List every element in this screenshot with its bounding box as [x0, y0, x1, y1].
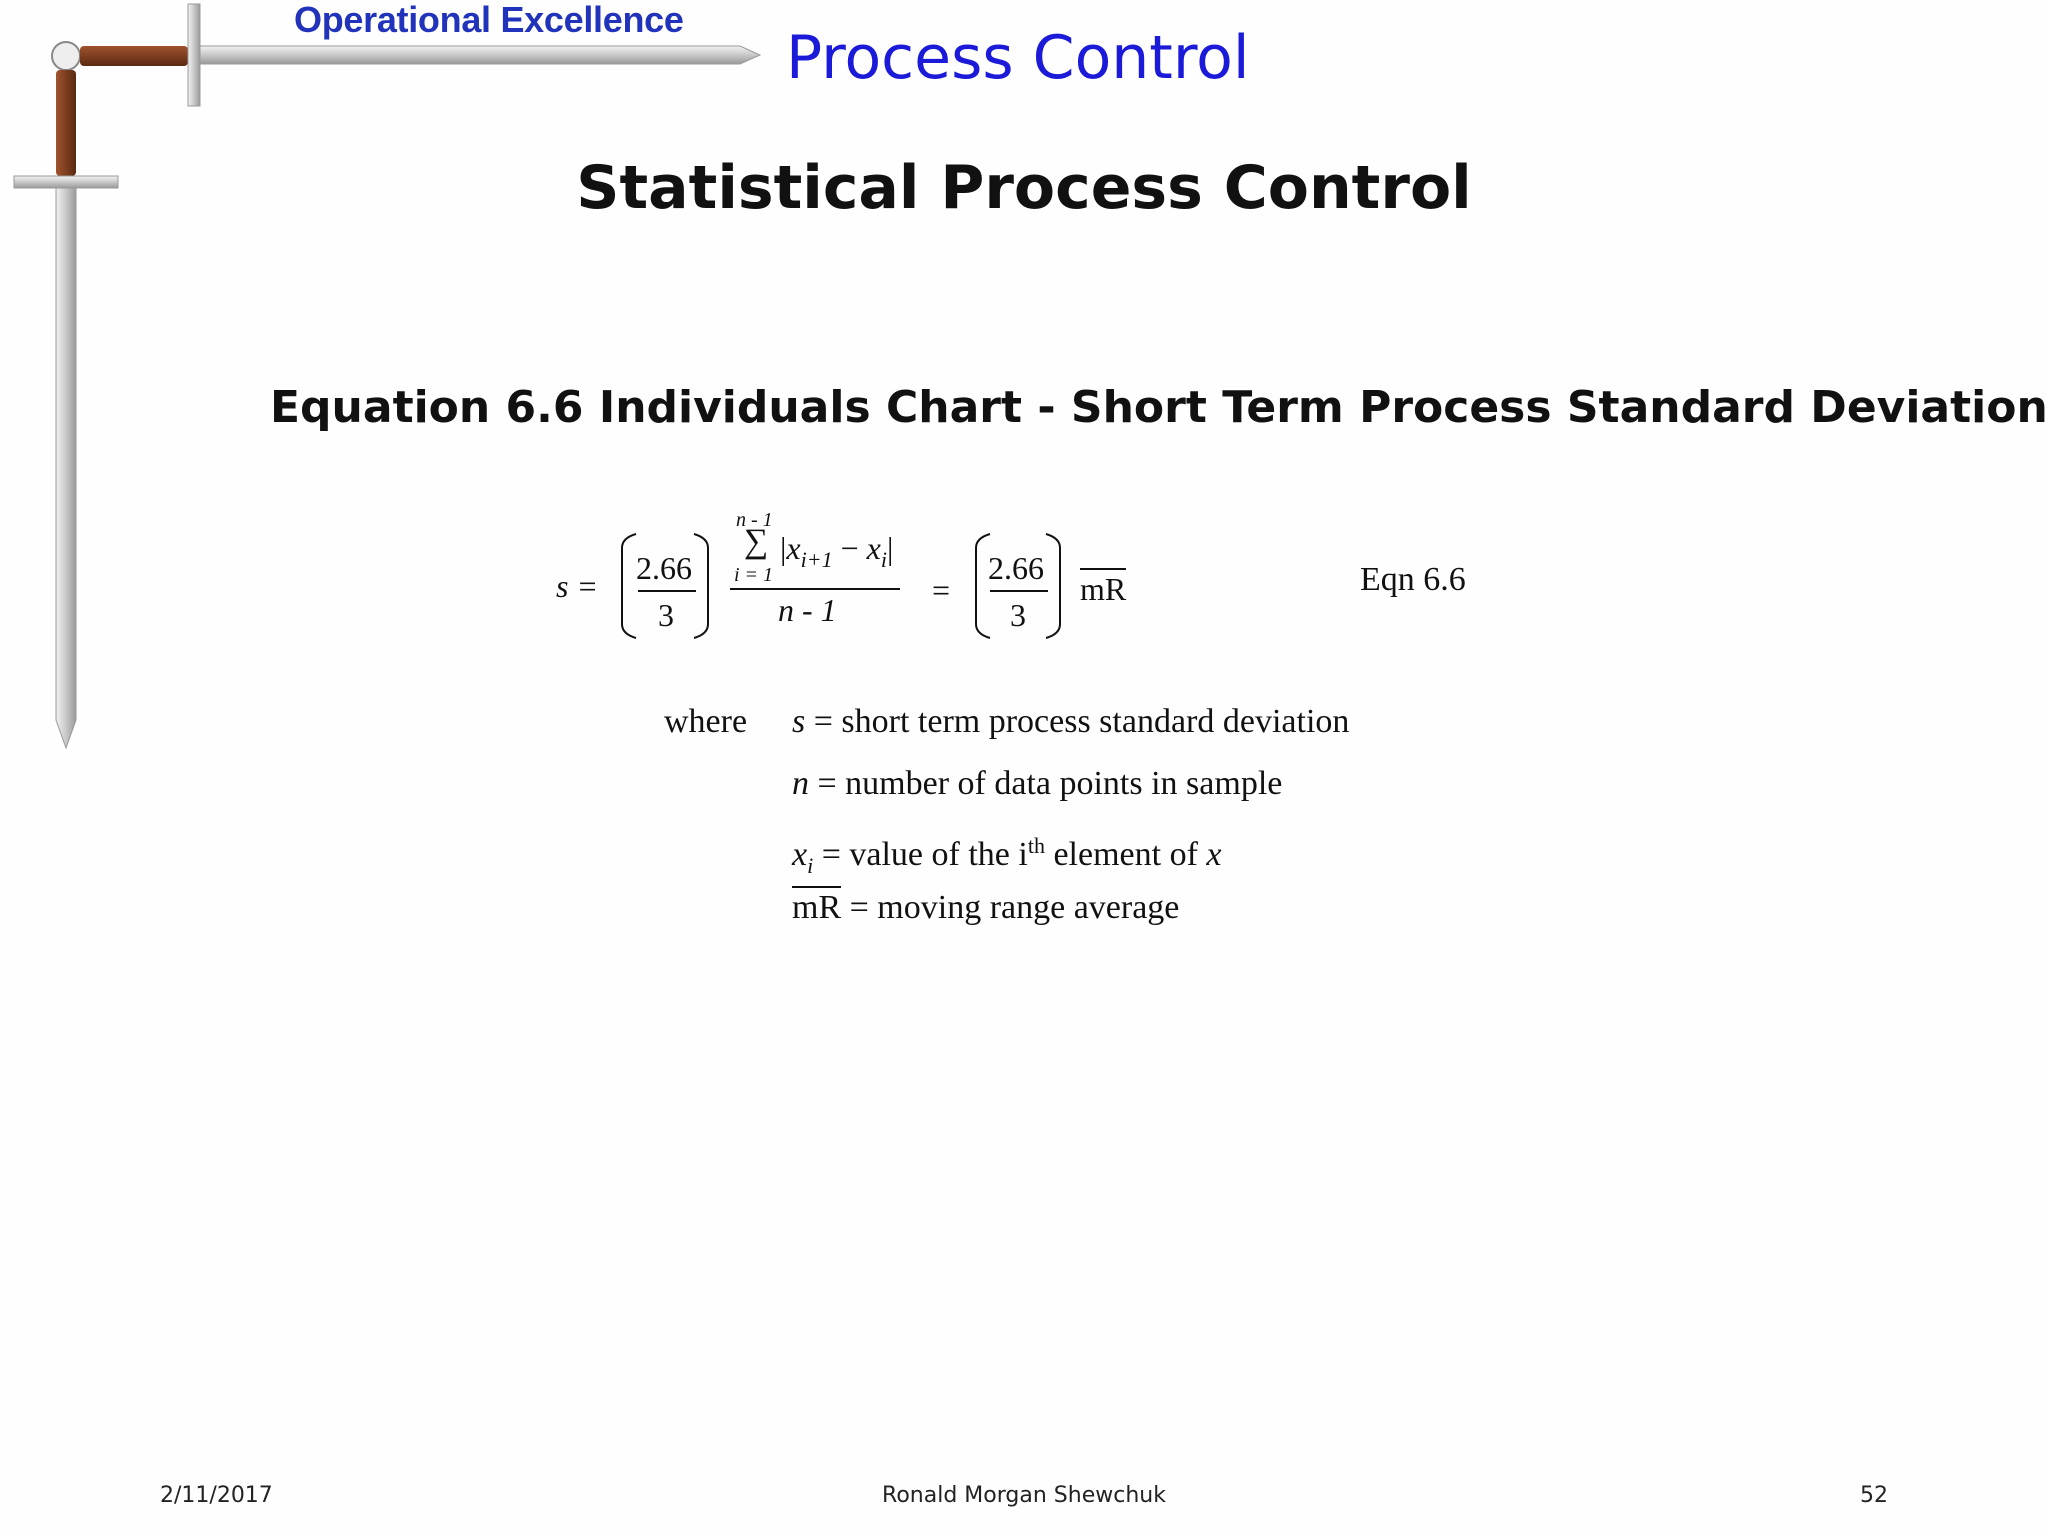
slide-subtitle: Equation 6.6 Individuals Chart - Short Term Process Standard Deviation — [270, 382, 2048, 433]
definition-mr — [792, 888, 1179, 928]
definition-s-text: = short term process standard deviation — [805, 703, 1350, 740]
definition-n-variable: n — [792, 765, 809, 802]
definition-x-text-a: = value of the i — [813, 836, 1028, 873]
sum-denominator: n - 1 — [778, 592, 837, 628]
left-paren-icon — [972, 532, 994, 640]
definition-x-superscript: th — [1027, 833, 1045, 858]
sum-term: $|x_{i+1} - x_i|$ — [780, 530, 894, 572]
sum-fraction-bar — [730, 588, 900, 590]
right-paren-icon — [690, 532, 712, 640]
equation-lhs: s = — [556, 568, 599, 604]
definition-x — [792, 826, 1221, 886]
definition-n-text: = number of data points in sample — [809, 765, 1283, 802]
definition-mr-variable: mR — [792, 886, 841, 926]
left-paren-icon — [618, 532, 640, 640]
slide-title: Statistical Process Control — [576, 153, 1472, 223]
definition-s — [792, 702, 1349, 742]
definition-x-variable: x — [792, 836, 808, 873]
definition-s-variable: s — [792, 703, 806, 740]
equals-sign: = — [932, 572, 951, 608]
coefficient-numerator: 2.66 — [636, 550, 692, 586]
definition-x-variable2: x — [1206, 836, 1222, 873]
moving-range-bar: mR — [1080, 568, 1126, 607]
coefficient2-numerator: 2.66 — [988, 550, 1044, 586]
section-title: Process Control — [786, 23, 1250, 93]
definition-n — [792, 764, 1282, 804]
definition-x-subscript: i — [807, 853, 814, 878]
right-paren-icon — [1042, 532, 1064, 640]
sum-term-xi: x — [866, 530, 881, 566]
definition-x-text-b: element of — [1044, 836, 1207, 873]
sum-minus: − — [840, 530, 859, 566]
where-label: where — [664, 703, 748, 740]
sum-symbol: ∑ — [744, 523, 769, 560]
equation-label: Eqn 6.6 — [1360, 561, 1466, 598]
sum-term-x-subscript: i+1 — [800, 547, 833, 572]
brand-title: Operational Excellence — [294, 0, 684, 40]
sum-term-x: x — [786, 530, 801, 566]
footer-date: 2/11/2017 — [160, 1483, 273, 1508]
sum-upper-limit: n - 1 — [736, 509, 773, 531]
sum-lower-limit: i = 1 — [734, 564, 774, 586]
coefficient-denominator: 3 — [658, 597, 674, 633]
fraction-bar — [990, 590, 1048, 592]
footer-page-number: 52 — [1860, 1483, 1888, 1508]
coefficient2-denominator: 3 — [1010, 597, 1026, 633]
fraction-bar — [638, 590, 696, 592]
sum-term-xi-subscript: i — [880, 547, 887, 572]
definition-mr-text: = moving range average — [841, 889, 1180, 926]
footer-author: Ronald Morgan Shewchuk — [882, 1483, 1166, 1508]
